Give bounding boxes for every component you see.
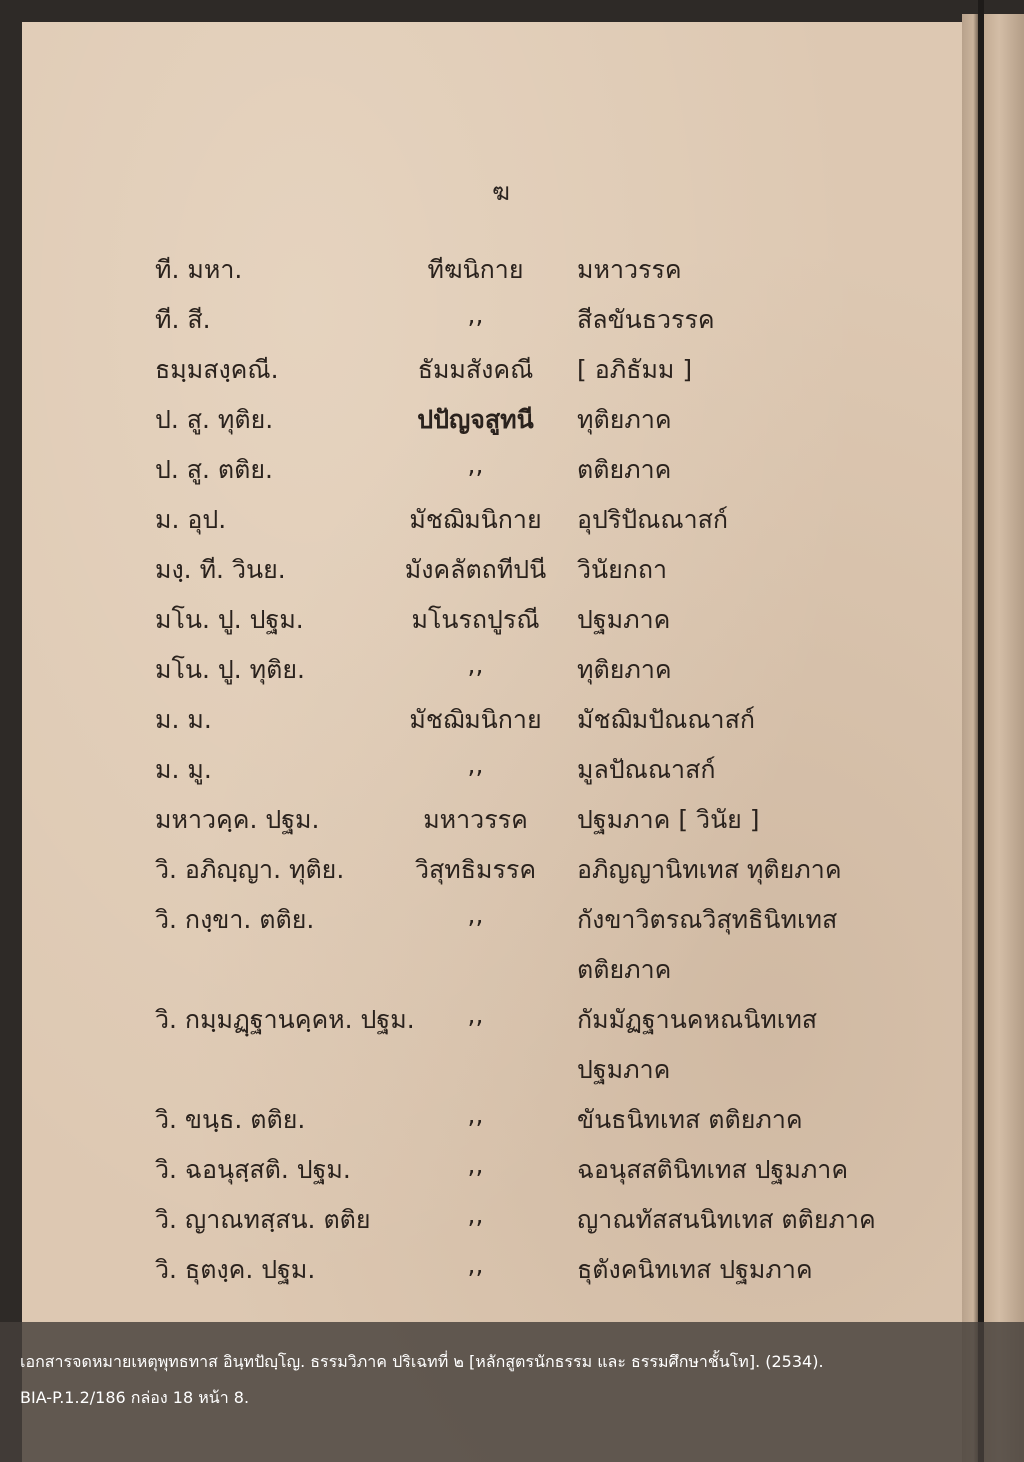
entry-abbreviation: มหาวคฺค. ปฐม.: [155, 805, 320, 834]
entry-abbreviation: ม. มู.: [155, 755, 212, 784]
entry-abbreviation: วิ. กมฺมฏฺฐานคฺคห. ปฐม.: [155, 1005, 415, 1034]
entry-source: ,,: [467, 450, 484, 479]
entry-source: ,,: [467, 650, 484, 679]
entry-abbreviation: วิ. ขนฺธ. ตติย.: [155, 1105, 306, 1134]
abbreviation-entry: [0, 300, 962, 340]
abbreviation-entry: [0, 850, 962, 890]
entry-abbreviation: วิ. อภิญฺญา. ทุติย.: [155, 855, 345, 884]
entry-abbreviation: วิ. ธุตงฺค. ปฐม.: [155, 1255, 316, 1284]
entry-section: ทุติยภาค: [577, 405, 672, 434]
entry-section: ฉอนุสสตินิทเทส ปฐมภาค: [577, 1155, 849, 1184]
entry-source: มหาวรรค: [423, 805, 528, 834]
entry-abbreviation: ธมฺมสงฺคณี.: [155, 355, 279, 384]
entry-source: มโนรถปูรณี: [411, 605, 540, 634]
entry-section: กัมมัฏฐานคหณนิทเทส: [577, 1005, 818, 1034]
entry-section: ธุตังคนิทเทส ปฐมภาค: [577, 1255, 813, 1284]
abbreviation-entry: [0, 250, 962, 290]
entry-abbreviation: วิ. ฉอนุสฺสติ. ปฐม.: [155, 1155, 351, 1184]
entry-section: [ อภิธัมม ]: [577, 355, 693, 384]
abbreviation-entry: [0, 600, 962, 640]
abbreviation-entry: [0, 550, 962, 590]
entry-abbreviation: วิ. กงฺขา. ตติย.: [155, 905, 315, 934]
entry-source: ธัมมสังคณี: [417, 355, 534, 384]
book-spine: [962, 14, 1024, 1462]
entry-source: ,,: [467, 1000, 484, 1029]
archive-caption-bar: [0, 1322, 1024, 1462]
entry-source: ,,: [467, 1100, 484, 1129]
entry-abbreviation: มงฺ. ที. วินย.: [155, 555, 286, 584]
entry-section: ขันธนิทเทส ตติยภาค: [577, 1105, 803, 1134]
abbreviation-entry: [0, 1200, 962, 1240]
entry-abbreviation: ม. ม.: [155, 705, 212, 734]
entry-section: สีลขันธวรรค: [577, 305, 715, 334]
entry-source: ,,: [467, 1150, 484, 1179]
abbreviation-entry: [0, 1250, 962, 1290]
entry-section: มหาวรรค: [577, 255, 682, 284]
entry-section: ตติยภาค: [577, 955, 672, 984]
abbreviation-entry-continuation: [0, 1050, 962, 1090]
entry-source: ,,: [467, 300, 484, 329]
entry-source: ,,: [467, 750, 484, 779]
entry-section: ทุติยภาค: [577, 655, 672, 684]
entry-section: วินัยกถา: [577, 555, 668, 584]
abbreviation-entry: [0, 350, 962, 390]
caption-reference: BIA-P.1.2/186 กล่อง 18 หน้า 8.: [20, 1388, 250, 1407]
abbreviation-entry: [0, 450, 962, 490]
abbreviation-entry-continuation: [0, 950, 962, 990]
entry-section: อุปริปัณณาสก์: [577, 505, 729, 534]
entry-abbreviation: ม. อุป.: [155, 505, 227, 534]
abbreviation-entry: [0, 400, 962, 440]
entry-source: วิสุทธิมรรค: [414, 855, 537, 884]
entry-source: มัชฌิมนิกาย: [409, 505, 542, 534]
entry-abbreviation: ป. สู. ตติย.: [155, 455, 273, 484]
spine-gutter: [978, 0, 984, 1462]
entry-section: ตติยภาค: [577, 455, 672, 484]
abbreviation-entry: [0, 750, 962, 790]
entry-section: ปฐมภาค: [577, 605, 671, 634]
abbreviation-entry: [0, 800, 962, 840]
entry-section: มัชฌิมปัณณาสก์: [577, 705, 755, 734]
entry-section: ปฐมภาค [ วินัย ]: [577, 805, 760, 834]
entry-abbreviation: ที. มหา.: [155, 255, 243, 284]
abbreviation-entry: [0, 1000, 962, 1040]
entry-section: ญาณทัสสนนิทเทส ตติยภาค: [577, 1205, 876, 1234]
abbreviation-entry: [0, 500, 962, 540]
caption-citation: เอกสารจดหมายเหตุพุทธทาส อินฺทปัญฺโญ. ธรรมวิภาค ปริเฉทที่ ๒ [หลักสูตรนักธรรม และ ธรรมศึกษาชั้นโท]. (2534).: [20, 1352, 824, 1371]
entry-source: ,,: [467, 1250, 484, 1279]
book-page: [22, 22, 962, 1462]
abbreviation-entry: [0, 900, 962, 940]
entry-abbreviation: วิ. ญาณทสฺสน. ตติย: [155, 1205, 371, 1234]
entry-abbreviation: มโน. ปู. ปฐม.: [155, 605, 304, 634]
abbreviation-entry: [0, 650, 962, 690]
entry-abbreviation: มโน. ปู. ทุติย.: [155, 655, 305, 684]
abbreviation-entry: [0, 1150, 962, 1190]
entry-abbreviation: ป. สู. ทุติย.: [155, 405, 274, 434]
entry-source: ทีฆนิกาย: [427, 255, 524, 284]
entry-source: ,,: [467, 1200, 484, 1229]
entry-abbreviation: ที. สี.: [155, 305, 211, 334]
abbreviation-entry: [0, 1100, 962, 1140]
entry-source: ,,: [467, 900, 484, 929]
entry-source: มัชฌิมนิกาย: [409, 705, 542, 734]
entry-source: ปปัญจสูทนี: [417, 405, 534, 434]
entry-section: ปฐมภาค: [577, 1055, 671, 1084]
entry-source: มังคลัตถทีปนี: [404, 555, 547, 584]
page-number-mark: ฆ: [492, 178, 510, 206]
abbreviation-entry: [0, 700, 962, 740]
entry-section: มูลปัณณาสก์: [577, 755, 716, 784]
entry-section: อภิญญานิทเทส ทุติยภาค: [577, 855, 842, 884]
entry-section: กังขาวิตรณวิสุทธินิทเทส: [577, 905, 838, 934]
